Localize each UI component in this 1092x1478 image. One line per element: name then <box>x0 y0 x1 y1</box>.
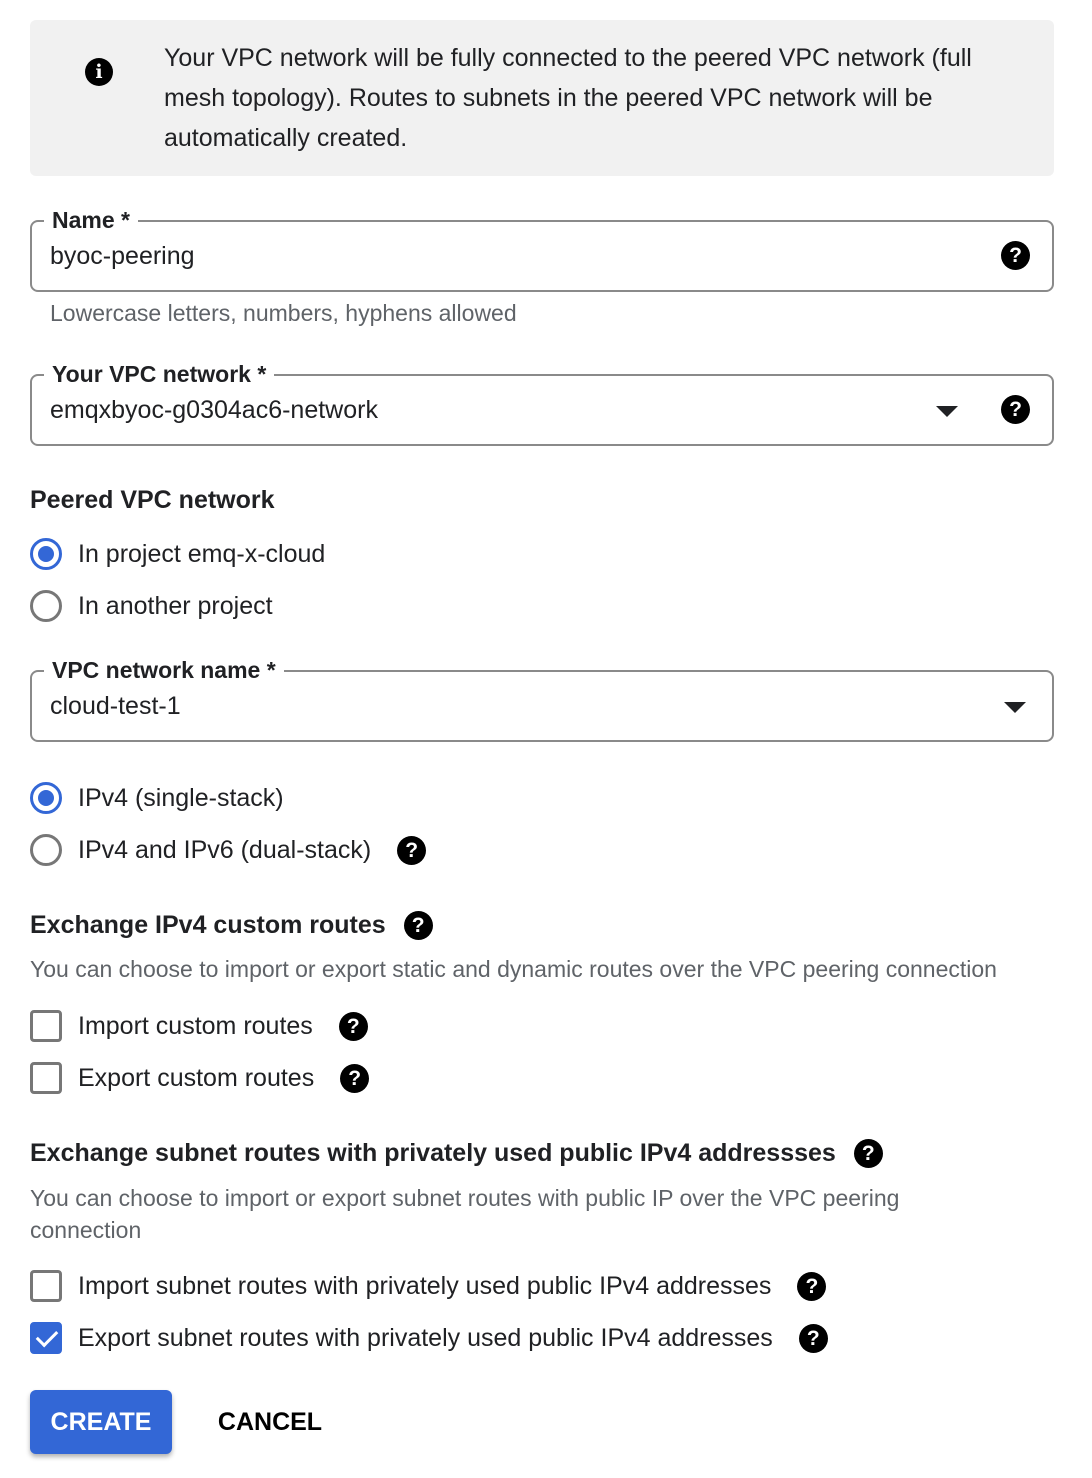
vpc-network-label: Your VPC network * <box>44 358 274 390</box>
help-icon[interactable]: ? <box>404 911 433 940</box>
name-label: Name * <box>44 204 138 236</box>
checkbox-label: Export custom routes <box>78 1063 315 1092</box>
radio-button[interactable] <box>30 590 62 622</box>
custom-routes-heading <box>30 905 433 945</box>
cancel-button[interactable]: CANCEL <box>217 1408 323 1436</box>
checkbox[interactable] <box>30 1270 62 1302</box>
vpc-network-select[interactable] <box>30 361 1054 446</box>
checkbox[interactable] <box>30 1062 62 1094</box>
checkbox-import-custom-routes[interactable] <box>30 1006 368 1046</box>
help-icon[interactable]: ? <box>797 1272 826 1301</box>
banner-text: Your VPC network will be fully connected to the peered VPC network (full mesh topology). Routes to subnets in the peered VPC network will be automatically created. <box>164 44 972 152</box>
help-icon[interactable]: ? <box>854 1139 883 1168</box>
info-banner <box>30 20 1054 176</box>
vpc-network-name-label: VPC network name * <box>44 654 284 686</box>
checkbox-export-custom-routes[interactable] <box>30 1058 369 1098</box>
help-icon[interactable]: ? <box>1001 241 1030 270</box>
help-icon[interactable]: ? <box>799 1324 828 1353</box>
heading-text: Exchange subnet routes with privately used public IPv4 addressses <box>30 1138 836 1167</box>
checkbox-label: Export subnet routes with privately used public IPv4 addresses <box>78 1323 773 1352</box>
vpc-network-value: emqxbyoc-g0304ac6-network <box>50 396 378 424</box>
radio-button[interactable] <box>30 834 62 866</box>
radio-single-stack[interactable] <box>30 778 284 818</box>
chevron-down-icon[interactable] <box>1004 702 1026 713</box>
radio-button[interactable] <box>30 538 62 570</box>
help-icon[interactable]: ? <box>1001 395 1030 424</box>
name-input[interactable] <box>30 207 1054 292</box>
radio-another-project[interactable] <box>30 586 273 626</box>
vpc-network-name-value: cloud-test-1 <box>50 692 181 720</box>
radio-label: In another project <box>78 591 273 620</box>
checkbox[interactable] <box>30 1322 62 1354</box>
checkbox-label: Import subnet routes with privately used public IPv4 addresses <box>78 1271 772 1300</box>
help-icon[interactable]: ? <box>340 1064 369 1093</box>
create-button[interactable]: CREATE <box>30 1390 172 1454</box>
radio-dual-stack[interactable] <box>30 830 426 870</box>
help-icon[interactable]: ? <box>397 836 426 865</box>
checkbox-import-subnet-routes[interactable] <box>30 1266 826 1306</box>
radio-label: IPv4 (single-stack) <box>78 783 284 812</box>
vpc-network-name-select[interactable] <box>30 657 1054 742</box>
radio-in-project[interactable] <box>30 534 325 574</box>
custom-routes-description: You can choose to import or export static and dynamic routes over the VPC peering connection <box>30 956 997 982</box>
radio-button[interactable] <box>30 782 62 814</box>
checkbox[interactable] <box>30 1010 62 1042</box>
checkbox-label: Import custom routes <box>78 1011 313 1040</box>
heading-text: Exchange IPv4 custom routes <box>30 910 386 939</box>
name-hint: Lowercase letters, numbers, hyphens allowed <box>50 300 517 326</box>
name-value: byoc-peering <box>50 242 195 270</box>
info-icon: i <box>85 58 113 86</box>
radio-label: In project emq-x-cloud <box>78 539 326 568</box>
help-icon[interactable]: ? <box>339 1012 368 1041</box>
checkbox-export-subnet-routes[interactable] <box>30 1318 828 1358</box>
chevron-down-icon[interactable] <box>936 406 958 417</box>
subnet-routes-heading <box>30 1133 883 1173</box>
radio-label: IPv4 and IPv6 (dual-stack) <box>78 835 372 864</box>
peered-heading: Peered VPC network <box>30 486 275 514</box>
subnet-routes-description: You can choose to import or export subnet routes with public IP over the VPC peering connection <box>30 1185 900 1243</box>
